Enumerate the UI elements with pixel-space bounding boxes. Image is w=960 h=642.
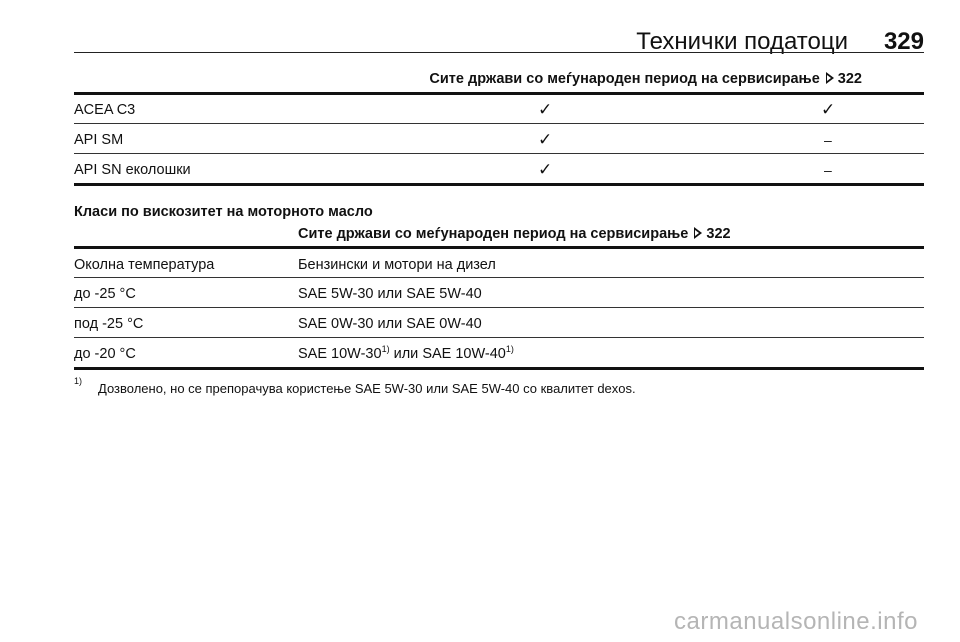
table2-top-rule (74, 246, 924, 249)
header-rule (74, 52, 924, 53)
col-header-temperature: Околна температура (74, 257, 215, 273)
page-ref-icon (694, 227, 702, 239)
or-word: или (377, 316, 403, 332)
table1-header (429, 70, 862, 88)
table2-header (298, 225, 731, 243)
page-title: Технички податоци (636, 28, 848, 55)
checkmark-icon: ✓ (538, 130, 553, 149)
table1-header-ref[interactable]: 322 (837, 71, 862, 87)
table1-row-rule (74, 123, 924, 124)
checkmark-icon: ✓ (538, 160, 553, 179)
oil-grade-a: SAE 0W-30 (298, 316, 374, 332)
footnote-ref[interactable]: 1) (381, 344, 390, 354)
page-ref-icon (826, 72, 834, 84)
dash-mark: – (824, 132, 832, 148)
temperature-cell: под -25 °C (74, 316, 144, 332)
table1-header-text: Сите држави со меѓународен период на сервисирање (429, 71, 820, 87)
oil-grade-b: SAE 0W-40 (406, 316, 482, 332)
oil-grade-cell (298, 345, 514, 363)
temperature-cell: до -20 °C (74, 346, 136, 362)
section-heading: Класи по вискозитет на моторното масло (74, 204, 373, 220)
oil-grade-a: SAE 5W-30 (298, 286, 374, 302)
oil-grade-b: SAE 10W-40 (422, 346, 506, 362)
or-word: или (377, 286, 403, 302)
watermark: carmanualsonline.info (674, 608, 918, 635)
table2-bottom-rule (74, 367, 924, 370)
page-number: 329 (883, 28, 924, 55)
oil-grade-cell (298, 315, 482, 333)
table1-row-label: ACEA C3 (74, 102, 136, 118)
table2-row-rule (74, 337, 924, 338)
table2-row-rule (74, 307, 924, 308)
oil-grade-b: SAE 5W-40 (406, 286, 482, 302)
table1-row-rule (74, 153, 924, 154)
table2-header-text: Сите држави со меѓународен период на сервисирање (298, 226, 689, 242)
oil-grade-cell (298, 285, 482, 303)
oil-grade-a: SAE 10W-30 (298, 346, 382, 362)
table1-row-label: API SN еколошки (74, 162, 191, 178)
checkmark-icon: ✓ (821, 100, 836, 119)
table2-row-rule (74, 277, 924, 278)
table2-header-ref[interactable]: 322 (706, 226, 731, 242)
or-word: или (393, 346, 419, 362)
col-header-engines: Бензински и мотори на дизел (298, 257, 496, 273)
dash-mark: – (824, 162, 832, 178)
footnote-text: Дозволено, но се препорачува користење SAE 5W-30 или SAE 5W-40 со квалитет dexos. (98, 381, 636, 396)
footnote-ref[interactable]: 1) (505, 344, 514, 354)
checkmark-icon: ✓ (538, 100, 553, 119)
table1-row-label: API SM (74, 132, 124, 148)
table1-bottom-rule (74, 183, 924, 186)
temperature-cell: до -25 °C (74, 286, 136, 302)
footnote-marker: 1) (74, 376, 83, 386)
table1-top-rule (74, 92, 924, 95)
